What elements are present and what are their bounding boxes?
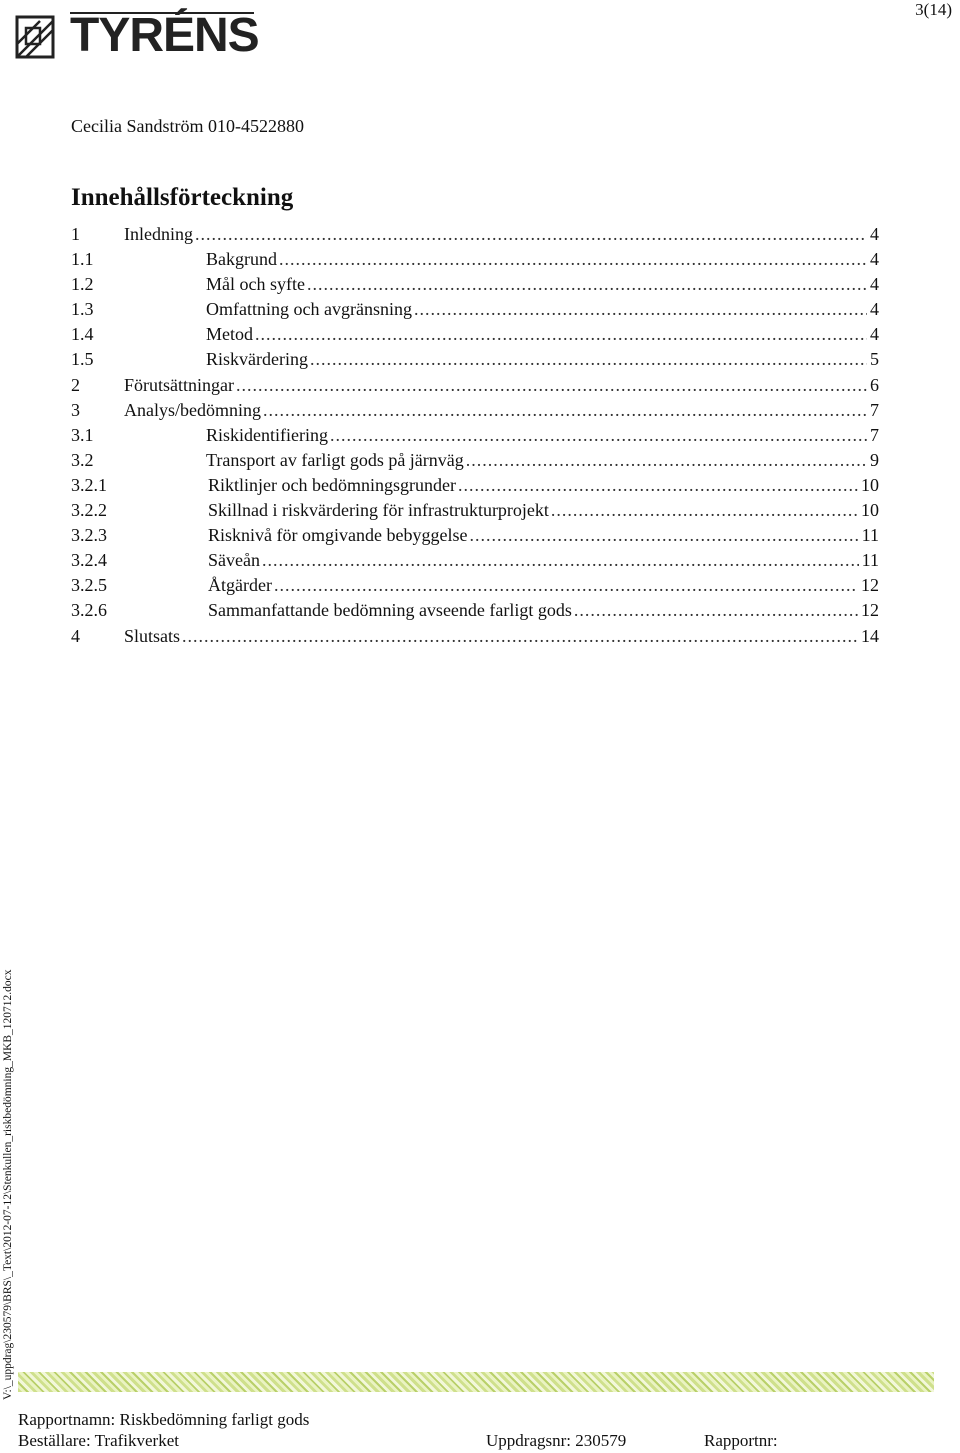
toc-entry[interactable] xyxy=(71,347,879,372)
toc-entry-number: 2 xyxy=(71,374,80,395)
toc-entry-title: Förutsättningar xyxy=(124,374,234,395)
logo-mark-icon xyxy=(14,14,58,62)
toc-entry-title: Åtgärder xyxy=(208,575,272,596)
toc-entry-page: 7 xyxy=(870,399,879,420)
toc-entry-page: 11 xyxy=(861,550,879,571)
toc-entry[interactable] xyxy=(71,598,879,623)
toc-entry-number: 1.2 xyxy=(71,274,94,295)
toc-leader-dots xyxy=(274,573,858,598)
toc-entry[interactable] xyxy=(71,272,879,297)
toc-entry[interactable] xyxy=(71,322,879,347)
toc-entry-page: 10 xyxy=(861,500,879,521)
toc-leader-dots xyxy=(414,297,867,322)
toc-entry-number: 3.2.2 xyxy=(71,500,107,521)
toc-entry-page: 10 xyxy=(861,474,879,495)
toc-entry-page: 5 xyxy=(870,349,879,370)
toc-entry-number: 3 xyxy=(71,399,80,420)
toc-entry-page: 6 xyxy=(870,374,879,395)
toc-entry-title: Riskidentifiering xyxy=(206,424,328,445)
toc-leader-dots xyxy=(262,548,859,573)
toc-entry-number: 1 xyxy=(71,224,80,244)
toc-leader-dots xyxy=(466,448,867,473)
footer-client: Beställare: Trafikverket xyxy=(18,1431,179,1450)
toc-leader-dots xyxy=(182,624,858,649)
page-number: 3(14) xyxy=(915,0,952,19)
toc-entry-number: 3.2.5 xyxy=(71,575,107,596)
toc-entry-page: 4 xyxy=(870,274,879,295)
toc-leader-dots xyxy=(330,423,867,448)
toc-entry[interactable] xyxy=(71,222,879,247)
toc-entry-title: Metod xyxy=(206,324,253,345)
toc-entry[interactable] xyxy=(71,473,879,498)
toc-entry-number: 4 xyxy=(71,625,80,646)
author-contact: Cecilia Sandström 010-4522880 xyxy=(71,116,304,136)
toc-entry-title: Skillnad i riskvärdering för infrastrukturprojekt xyxy=(208,500,549,521)
toc-entry-number: 3.2.6 xyxy=(71,600,107,621)
toc-entry-number: 3.2.1 xyxy=(71,474,107,495)
toc-entry[interactable] xyxy=(71,373,879,398)
toc-entry[interactable] xyxy=(71,498,879,523)
toc-entry-title: Transport av farligt gods på järnväg xyxy=(206,449,464,470)
toc-entry[interactable] xyxy=(71,398,879,423)
toc-entry-page: 11 xyxy=(861,525,879,546)
toc-entry-title: Analys/bedömning xyxy=(124,399,261,420)
toc-entry-page: 12 xyxy=(861,600,879,621)
toc-entry-page: 9 xyxy=(870,449,879,470)
toc-entry-number: 3.2.3 xyxy=(71,525,107,546)
footer-decorative-band xyxy=(18,1372,934,1392)
toc-entry[interactable] xyxy=(71,624,879,649)
toc-leader-dots xyxy=(469,523,858,548)
toc-entry-number: 3.2.4 xyxy=(71,550,107,571)
toc-leader-dots xyxy=(255,322,867,347)
toc-entry-title: Slutsats xyxy=(124,625,181,646)
toc-entry-page: 4 xyxy=(870,324,879,345)
toc-heading: Innehållsförteckning xyxy=(71,184,294,211)
toc-entry-title: Sammanfattande bedömning avseende farligt gods xyxy=(208,600,572,621)
toc-leader-dots xyxy=(279,247,867,272)
toc-entry-page: 4 xyxy=(870,224,879,244)
toc-entry-number: 1.3 xyxy=(71,299,94,320)
toc-leader-dots xyxy=(263,398,867,423)
toc-entry-page: 14 xyxy=(861,625,879,646)
toc-entry-title: Bakgrund xyxy=(206,249,277,270)
toc-leader-dots xyxy=(551,498,858,523)
toc-entry-page: 12 xyxy=(861,575,879,596)
toc-entry[interactable] xyxy=(71,297,879,322)
toc-entry-number: 1.4 xyxy=(71,324,94,345)
footer-report-number: Rapportnr: xyxy=(704,1431,778,1450)
table-of-contents xyxy=(71,222,879,649)
toc-entry[interactable] xyxy=(71,247,879,272)
toc-entry-title: Risknivå för omgivande bebyggelse xyxy=(208,525,468,546)
toc-entry-title: Riskvärdering xyxy=(206,349,308,370)
toc-entry-number: 1.1 xyxy=(71,249,94,270)
footer-assignment-number: Uppdragsnr: 230579 xyxy=(486,1431,627,1450)
toc-entry-page: 4 xyxy=(870,299,879,320)
toc-entry[interactable] xyxy=(71,423,879,448)
toc-entry-number: 1.5 xyxy=(71,349,94,370)
toc-entry[interactable] xyxy=(71,448,879,473)
toc-leader-dots xyxy=(310,347,867,372)
toc-entry-number: 3.2 xyxy=(71,449,94,470)
toc-leader-dots xyxy=(307,272,867,297)
footer-report-name: Rapportnamn: Riskbedömning farligt gods xyxy=(18,1410,310,1429)
logo-wordmark: TYRÉNS xyxy=(70,9,259,62)
file-path-vertical: V:\_uppdrag\230579\BRS\_Text\2012-07-12\Stenkullen_riskbedömning_MKB_120712.docx xyxy=(2,969,14,1400)
toc-leader-dots xyxy=(195,222,867,247)
toc-leader-dots xyxy=(458,473,858,498)
toc-entry-number: 3.1 xyxy=(71,424,94,445)
toc-entry[interactable] xyxy=(71,523,879,548)
toc-leader-dots xyxy=(236,373,867,398)
toc-leader-dots xyxy=(574,598,858,623)
toc-entry-page: 7 xyxy=(870,424,879,445)
toc-entry-title: Omfattning och avgränsning xyxy=(206,299,412,320)
toc-entry-title: Inledning xyxy=(124,224,193,244)
toc-entry-page: 4 xyxy=(870,249,879,270)
toc-entry-title: Mål och syfte xyxy=(206,274,305,295)
toc-entry[interactable] xyxy=(71,573,879,598)
toc-entry[interactable] xyxy=(71,548,879,573)
company-logo xyxy=(14,9,259,62)
toc-entry-title: Riktlinjer och bedömningsgrunder xyxy=(208,474,456,495)
toc-entry-title: Säveån xyxy=(208,550,260,571)
